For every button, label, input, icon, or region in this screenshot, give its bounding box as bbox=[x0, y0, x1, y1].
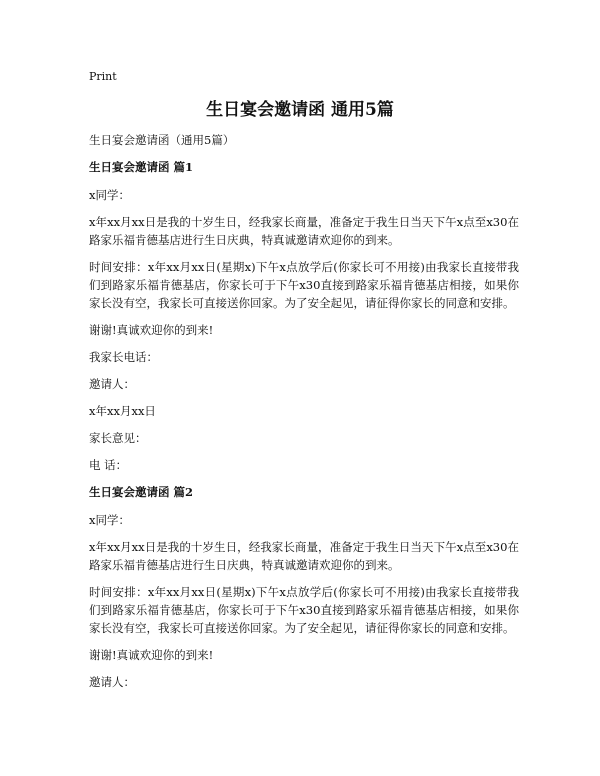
document-subtitle: 生日宴会邀请函（通用5篇） bbox=[89, 133, 235, 147]
section-1-tel: 电 话： bbox=[89, 458, 128, 472]
section-1-paragraph-1: x年xx月xx日是我的十岁生日，经我家长商量，准备定于我生日当天下午x点至x30在路家乐福肯德基店进行生日庆典，特真诚邀请欢迎你的到来。 bbox=[89, 215, 519, 247]
section-1-heading: 生日宴会邀请函 篇1 bbox=[89, 160, 194, 174]
section-1-thanks: 谢谢!真诚欢迎你的到来! bbox=[89, 323, 214, 337]
section-2-thanks: 谢谢!真诚欢迎你的到来! bbox=[89, 648, 214, 662]
section-2-paragraph-2: 时间安排：x年xx月xx日(星期x)下午x点放学后(你家长可不用接)由我家长直接带我们到路家乐福肯德基店，你家长可于下午x30直接到路家乐福肯德基店相接，如果你家长没有空，我家长可直接送你回家。为了安全起见，请征得你家长的同意和安排。 bbox=[89, 585, 519, 635]
section-2-paragraph-1: x年xx月xx日是我的十岁生日，经我家长商量，准备定于我生日当天下午x点至x30在路家乐福肯德基店进行生日庆典，特真诚邀请欢迎你的到来。 bbox=[89, 540, 519, 572]
section-2-heading: 生日宴会邀请函 篇2 bbox=[89, 485, 194, 499]
section-2-greeting: x同学： bbox=[89, 513, 130, 527]
section-1-inviter: 邀请人： bbox=[89, 377, 135, 391]
print-label[interactable]: Print bbox=[89, 70, 117, 83]
section-2-inviter: 邀请人： bbox=[89, 675, 135, 689]
page-title: 生日宴会邀请函 通用5篇 bbox=[206, 100, 394, 120]
section-1-greeting: x同学： bbox=[89, 188, 130, 202]
document-body bbox=[89, 131, 519, 700]
section-1-date: x年xx月xx日 bbox=[89, 404, 156, 418]
section-1-phone: 我家长电话： bbox=[89, 350, 158, 364]
section-1-parent-opinion: 家长意见： bbox=[89, 431, 147, 445]
section-1-paragraph-2: 时间安排：x年xx月xx日(星期x)下午x点放学后(你家长可不用接)由我家长直接带我们到路家乐福肯德基店，你家长可于下午x30直接到路家乐福肯德基店相接，如果你家长没有空，我家长可直接送你回家。为了安全起见，请征得你家长的同意和安排。 bbox=[89, 260, 519, 310]
